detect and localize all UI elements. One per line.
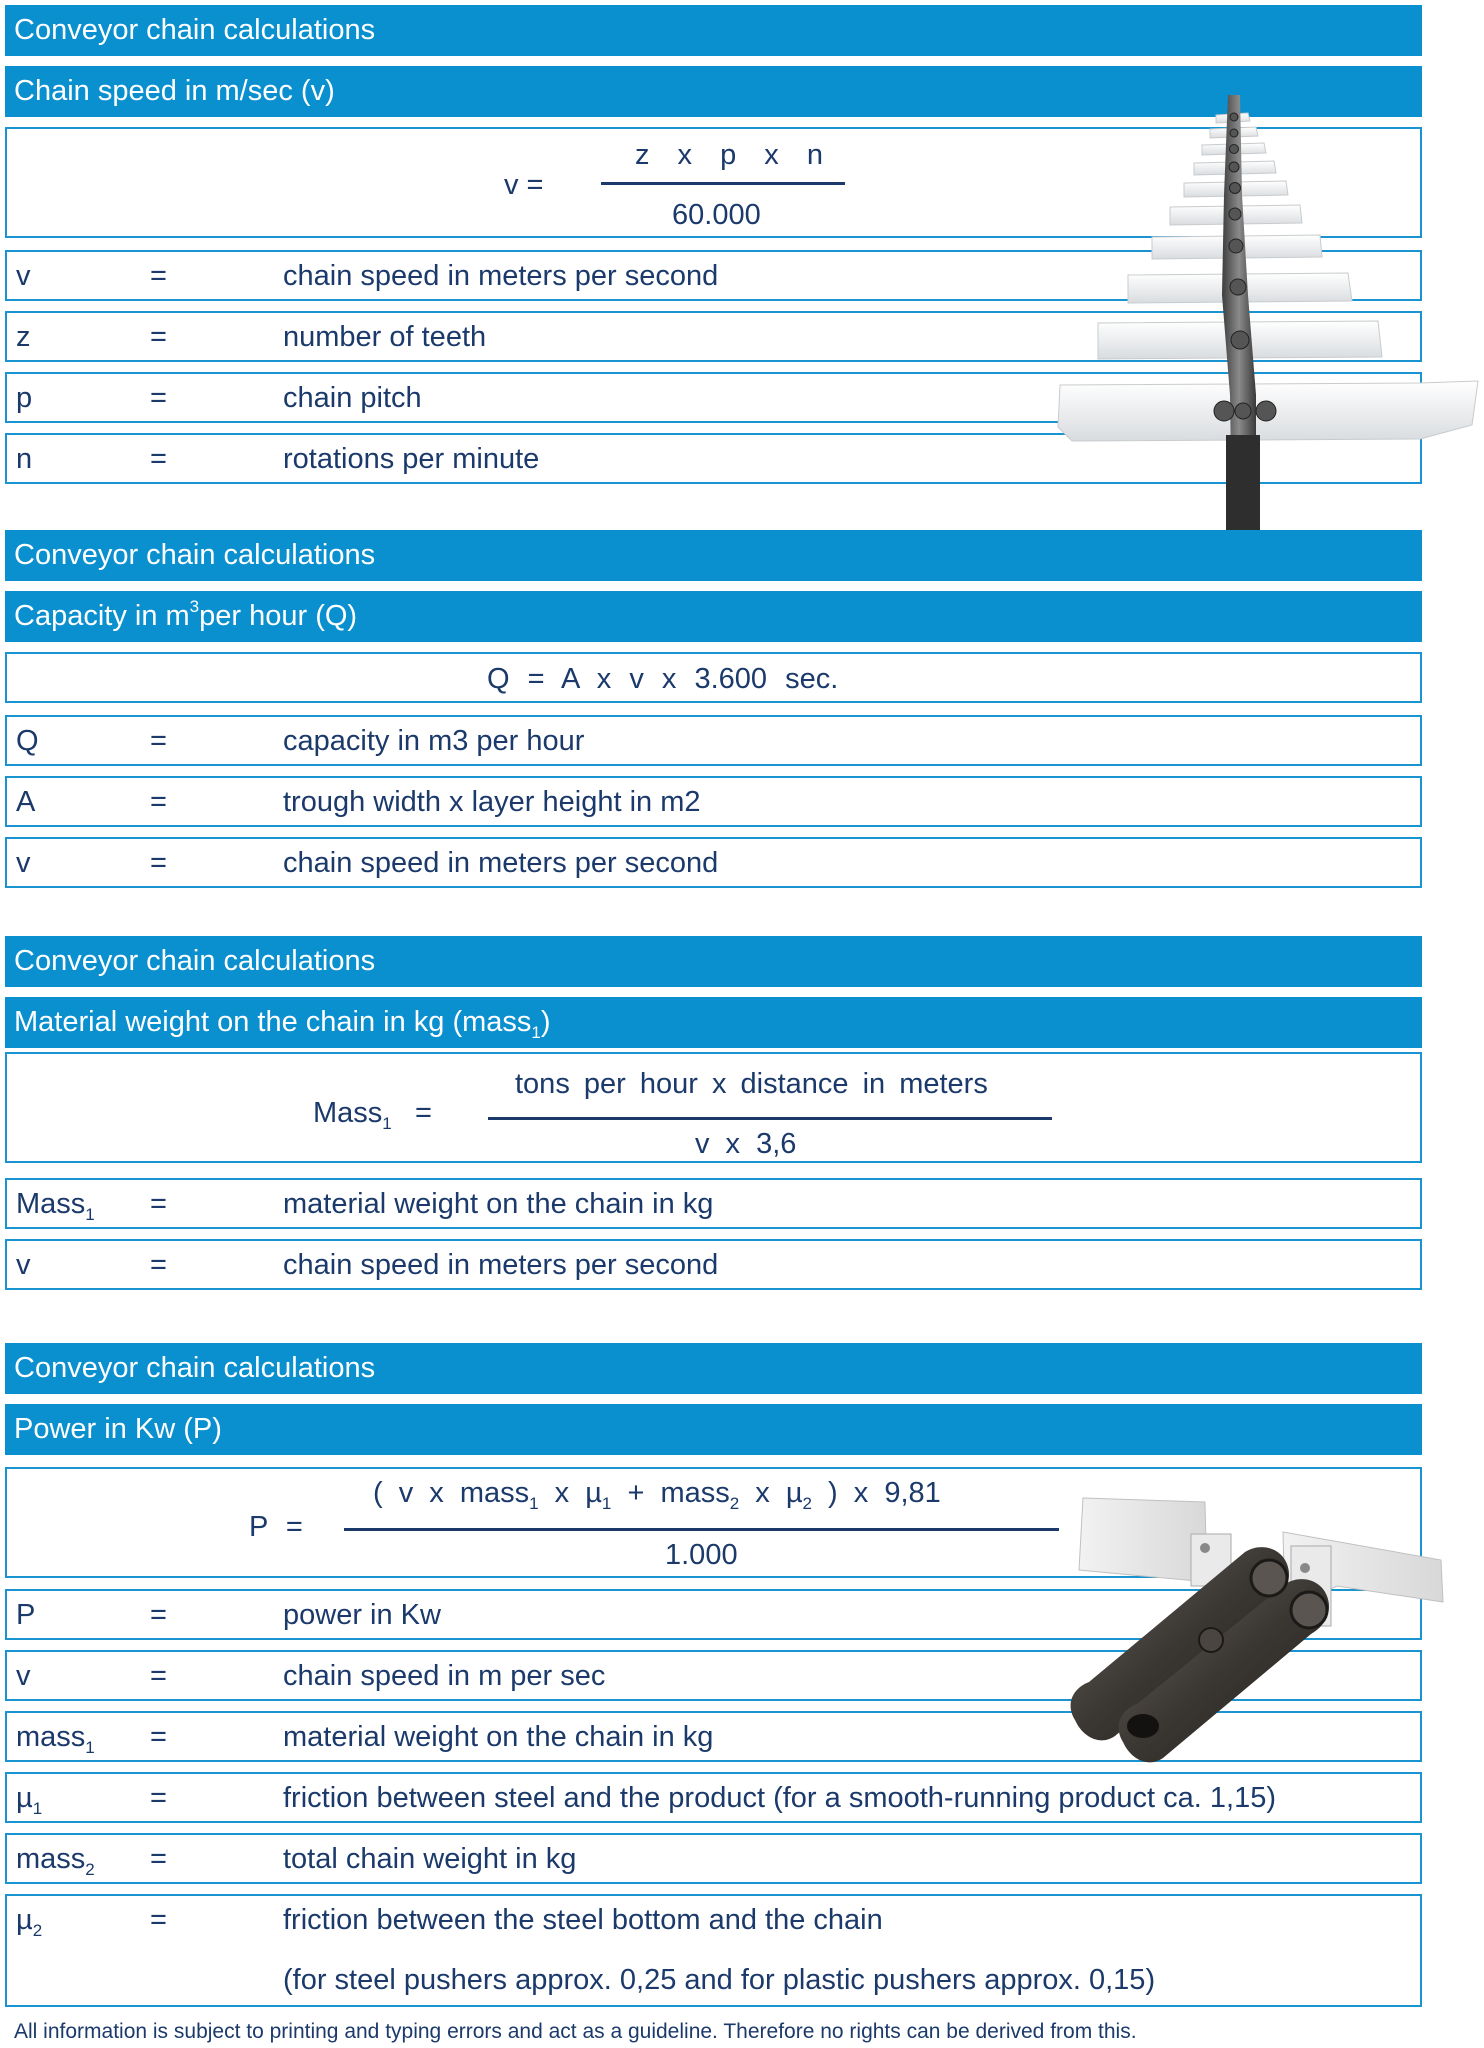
row-description: friction between steel and the product (for a smooth-running product ca. 1,15): [283, 1782, 1277, 1814]
subscript: 1: [601, 1494, 612, 1513]
section-3-formula-box: [5, 1052, 1422, 1163]
formula-lhs-text: Mass: [313, 1097, 383, 1129]
row-equals: =: [150, 786, 167, 818]
section-2-header: Conveyor chain calculations: [5, 530, 1422, 581]
formula-text: Q = A x v x 3.600 sec.: [487, 663, 839, 695]
row-description: material weight on the chain in kg: [283, 1188, 714, 1220]
section-4-header: Conveyor chain calculations: [5, 1343, 1422, 1394]
section-2-subheader: [5, 591, 1422, 642]
row-symbol: Q: [16, 725, 39, 757]
subscript: 1: [531, 1023, 541, 1042]
row-symbol: [16, 1843, 95, 1879]
row-equals: =: [150, 260, 167, 292]
row-equals: =: [150, 1721, 167, 1753]
subscript: 1: [32, 1799, 43, 1818]
section-1-subheader: Chain speed in m/sec (v): [5, 66, 1422, 117]
formula-part: ) x 9,81: [812, 1477, 941, 1509]
row-symbol: v: [16, 260, 31, 292]
row-symbol: n: [16, 443, 33, 475]
row-equals: =: [150, 1188, 167, 1220]
row-symbol-text: Mass: [16, 1188, 86, 1220]
row-description: total chain weight in kg: [283, 1843, 577, 1875]
superscript-3: 3: [189, 597, 200, 616]
section-4-row-mu1: [5, 1772, 1422, 1823]
row-symbol: [16, 1782, 43, 1818]
section-3-row-v: [5, 1239, 1422, 1290]
row-description: chain speed in meters per second: [283, 260, 719, 292]
row-description: number of teeth: [283, 321, 487, 353]
formula-lhs: P =: [249, 1511, 303, 1543]
subscript: 2: [729, 1494, 740, 1513]
subheader-text: per hour (Q): [199, 600, 358, 632]
formula-lhs: v =: [504, 169, 544, 201]
row-symbol: v: [16, 1660, 31, 1692]
row-description: rotations per minute: [283, 443, 540, 475]
subscript: 1: [85, 1205, 95, 1224]
row-symbol-text: µ: [16, 1904, 33, 1936]
subheader-text: Capacity in m: [14, 600, 190, 632]
section-4-subheader: Power in Kw (P): [5, 1404, 1422, 1455]
row-description: capacity in m3 per hour: [283, 725, 585, 757]
formula-part: x µ: [739, 1477, 803, 1509]
row-symbol: v: [16, 847, 31, 879]
subheader-text: ): [540, 1006, 551, 1038]
formula-denominator: 60.000: [672, 199, 761, 231]
row-equals: =: [150, 321, 167, 353]
fraction-line: [344, 1528, 1059, 1531]
row-equals: =: [150, 1904, 167, 1936]
subscript: 2: [802, 1494, 812, 1513]
formula-numerator: tons per hour x distance in meters: [515, 1068, 988, 1100]
row-symbol-text: µ: [16, 1782, 33, 1814]
formula-denominator: 1.000: [665, 1539, 738, 1571]
row-description: trough width x layer height in m2: [283, 786, 701, 818]
row-symbol: v: [16, 1249, 31, 1281]
row-equals: =: [150, 1782, 167, 1814]
row-description: chain pitch: [283, 382, 422, 414]
row-symbol: [16, 1904, 43, 1940]
formula-part: ( v x mass: [373, 1477, 530, 1509]
section-3-subheader: [5, 997, 1422, 1048]
subscript: 2: [85, 1860, 95, 1879]
row-equals: =: [150, 1599, 167, 1631]
row-description: chain speed in meters per second: [283, 847, 719, 879]
section-1-header: Conveyor chain calculations: [5, 5, 1422, 56]
footer-disclaimer: All information is subject to printing and typing errors and act as a guideline. Therefore no rights can be derived from this.: [14, 2020, 1137, 2043]
section-4-row-mu2: [5, 1894, 1422, 2007]
row-symbol: [16, 1188, 95, 1224]
row-equals: =: [150, 1249, 167, 1281]
row-description: friction between the steel bottom and the chain: [283, 1904, 883, 1936]
row-symbol-text: mass: [16, 1721, 86, 1753]
section-3-row-mass1: [5, 1178, 1422, 1229]
row-equals: =: [150, 382, 167, 414]
subscript: 2: [32, 1921, 43, 1940]
row-equals: =: [150, 725, 167, 757]
section-2-formula-box: [5, 652, 1422, 703]
row-symbol: [16, 1721, 95, 1757]
row-symbol: z: [16, 321, 31, 353]
section-2-row-v: [5, 837, 1422, 888]
subscript: 1: [85, 1738, 95, 1757]
chain-link-photo: [1055, 1490, 1455, 1770]
row-symbol-text: mass: [16, 1843, 86, 1875]
row-equals: =: [150, 1843, 167, 1875]
formula-lhs: [313, 1097, 392, 1133]
formula-equals: =: [415, 1097, 432, 1129]
fraction-line: [601, 182, 845, 185]
row-symbol: p: [16, 382, 33, 414]
formula-numerator: z x p x n: [635, 139, 826, 171]
row-description: power in Kw: [283, 1599, 441, 1631]
formula-part: x µ: [538, 1477, 602, 1509]
row-description: chain speed in meters per second: [283, 1249, 719, 1281]
row-symbol: P: [16, 1599, 36, 1631]
section-3-header: Conveyor chain calculations: [5, 936, 1422, 987]
row-equals: =: [150, 847, 167, 879]
formula-numerator: [373, 1477, 941, 1513]
section-2-row-a: [5, 776, 1422, 827]
subheader-text: Material weight on the chain in kg (mass: [14, 1006, 532, 1038]
row-equals: =: [150, 1660, 167, 1692]
flight-chain-photo: [1020, 95, 1480, 535]
fraction-line: [488, 1117, 1052, 1120]
subscript: 1: [382, 1114, 392, 1133]
section-2-row-q: [5, 715, 1422, 766]
formula-denominator: v x 3,6: [695, 1128, 797, 1160]
formula-part: + mass: [611, 1477, 730, 1509]
row-description: material weight on the chain in kg: [283, 1721, 714, 1753]
row-description: chain speed in m per sec: [283, 1660, 606, 1692]
section-4-row-mass2: [5, 1833, 1422, 1884]
row-symbol: A: [16, 786, 36, 818]
row-description-note: (for steel pushers approx. 0,25 and for plastic pushers approx. 0,15): [283, 1964, 1156, 1996]
subscript: 1: [529, 1494, 539, 1513]
row-equals: =: [150, 443, 167, 475]
